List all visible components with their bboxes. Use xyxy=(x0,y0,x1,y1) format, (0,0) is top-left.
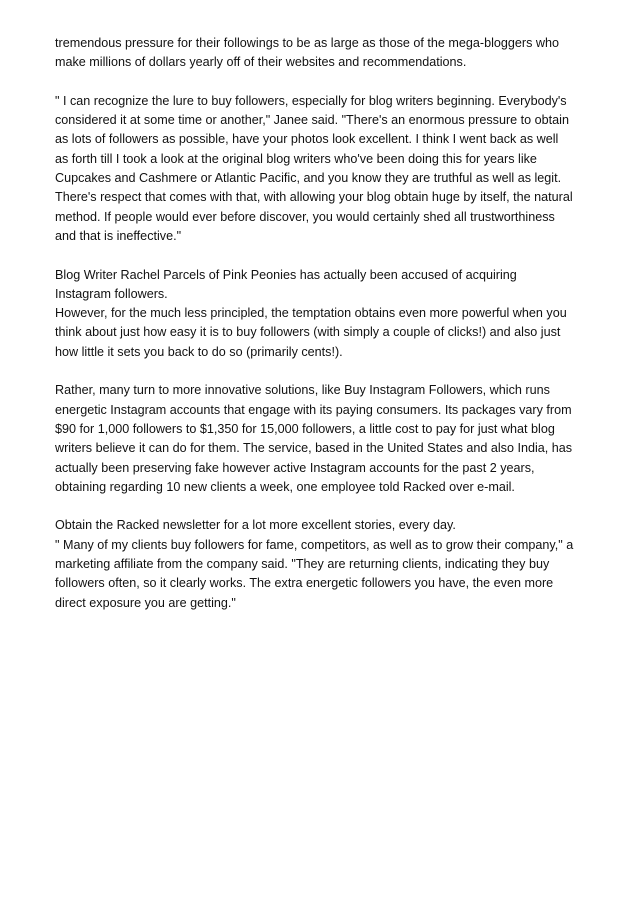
text-line: Cupcakes and Cashmere or Atlantic Pacific, and you know they are truthful as well as legit. xyxy=(55,171,562,186)
text-line: $90 for 1,000 followers to $1,350 for 15,000 followers, a little cost to pay for just what blog xyxy=(55,421,555,436)
text-line: tremendous pressure for their followings to be as large as those of the mega-bloggers who xyxy=(55,36,560,50)
text-line: Blog Writer Rachel Parcels of Pink Peonies has actually been accused of acquiring xyxy=(55,267,517,282)
text-line: followers often, so it clearly works. The extra energetic followers you have, the even more xyxy=(55,576,554,591)
text-line: energetic Instagram accounts that engage with its paying consumers. Its packages vary from xyxy=(55,402,572,417)
paragraph xyxy=(55,266,600,362)
text-line: obtaining regarding 10 new clients a week, one employee told Racked over e-mail. xyxy=(55,479,515,494)
text-line: method. If people would ever before discover, you would certainly shed all trustworthiness xyxy=(55,209,555,224)
text-line: writers believe it can do for them. The service, based in the United States and also India, has xyxy=(55,441,573,456)
document-body xyxy=(55,34,600,632)
text-line: direct exposure you are getting." xyxy=(55,595,236,610)
text-line: actually been preserving fake however active Instagram accounts for the past 2 years, xyxy=(55,460,535,475)
paragraph xyxy=(55,381,600,497)
text-line: " Many of my clients buy followers for fame, competitors, as well as to grow their company," a xyxy=(55,537,574,552)
text-line: " I can recognize the lure to buy followers, especially for blog writers beginning. Everybody's xyxy=(55,93,567,108)
text-line: think about just how easy it is to buy followers (with simply a couple of clicks!) and also just xyxy=(55,325,561,340)
text-line: Rather, many turn to more innovative solutions, like Buy Instagram Followers, which runs xyxy=(55,383,550,398)
text-line: considered it at some time or another," Janee said. "There's an enormous pressure to obtain xyxy=(55,113,569,128)
text-line: and that is ineffective." xyxy=(55,228,182,243)
paragraph xyxy=(55,34,600,73)
text-line: how little it sets you back to do so (primarily cents!). xyxy=(55,344,343,359)
text-line: Instagram followers. xyxy=(55,286,168,301)
paragraph xyxy=(55,92,600,246)
text-line: as lots of followers as possible, have your photos look excellent. I think I went back as well xyxy=(55,132,559,147)
text-line: as forth till I took a look at the original blog writers who've been doing this for years like xyxy=(55,151,537,166)
paragraph xyxy=(55,516,600,612)
text-line: marketing affiliate from the company said. "They are returning clients, indicating they buy xyxy=(55,557,550,572)
text-line: However, for the much less principled, the temptation obtains even more powerful when you xyxy=(55,306,567,321)
text-line: Obtain the Racked newsletter for a lot more excellent stories, every day. xyxy=(55,518,456,533)
text-line: There's respect that comes with that, with allowing your blog obtain huge by itself, the natural xyxy=(55,190,573,205)
text-line: make millions of dollars yearly off of their websites and recommendations. xyxy=(55,55,467,70)
